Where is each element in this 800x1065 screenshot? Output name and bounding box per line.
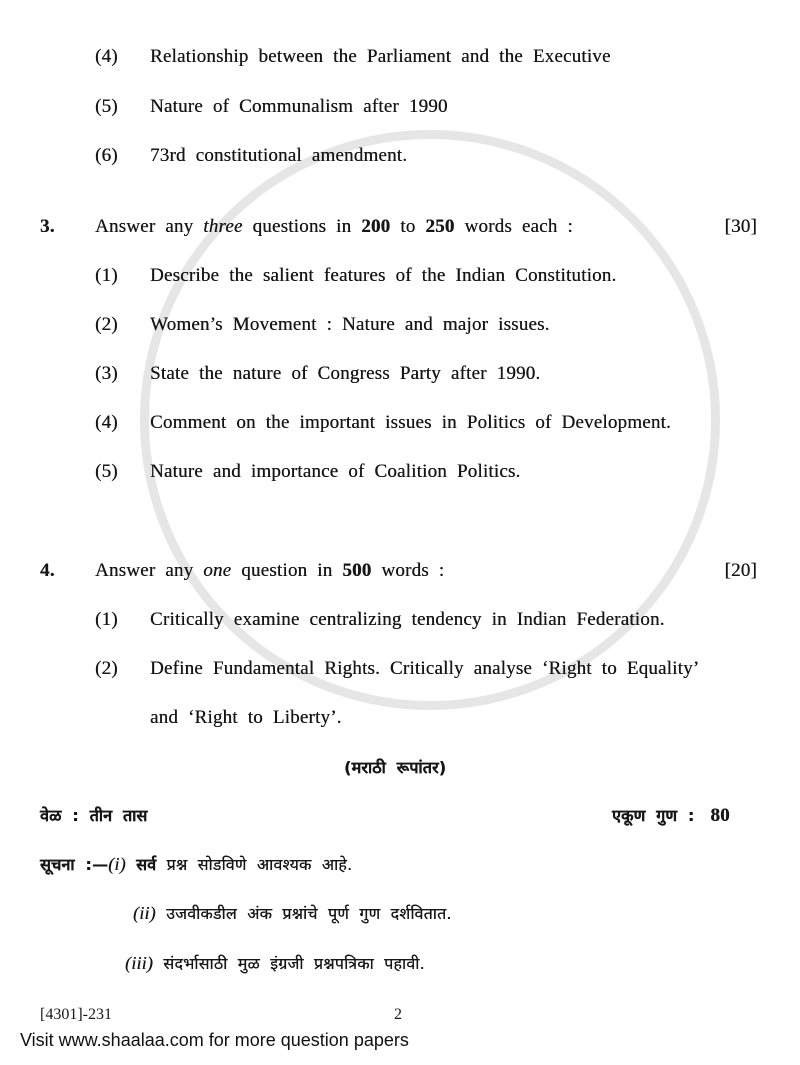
instructions-label: सूचना :— xyxy=(40,855,109,874)
item-text: Define Fundamental Rights. Critically analyse ‘Right to Equality’ xyxy=(150,658,700,679)
text: Answer any xyxy=(95,560,194,581)
text-bold: सर्व xyxy=(136,855,157,874)
paper-code: [4301]-231 xyxy=(40,1006,112,1023)
text-italic: one xyxy=(203,560,232,581)
time-label: वेळ : तीन तास xyxy=(40,806,148,825)
text: Answer any xyxy=(95,216,194,237)
text: questions in xyxy=(252,216,352,237)
text: एकूण गुण : xyxy=(612,806,695,825)
item-text: 73rd constitutional amendment. xyxy=(150,145,408,166)
item-number: (2) xyxy=(95,658,118,679)
item-text: Relationship between the Parliament and the Executive xyxy=(150,46,611,67)
question-instruction xyxy=(95,216,573,238)
item-text: Nature and importance of Coalition Politics. xyxy=(150,461,521,482)
question-instruction xyxy=(95,560,444,582)
item-text: संदर्भासाठी मुळ इंग्रजी प्रश्नपत्रिका पहावी. xyxy=(163,954,425,973)
text-bold: 250 xyxy=(425,216,455,237)
item-text: Comment on the important issues in Politics of Development. xyxy=(150,412,671,433)
item-text: उजवीकडील अंक प्रश्नांचे पूर्ण गुण दर्शवितात. xyxy=(166,904,452,923)
text: to xyxy=(400,216,416,237)
item-number: (1) xyxy=(95,609,118,630)
item-number: (1) xyxy=(95,265,118,286)
text: question in xyxy=(241,560,333,581)
item-text: and ‘Right to Liberty’. xyxy=(150,707,342,728)
visit-link[interactable]: Visit www.shaalaa.com for more question papers xyxy=(20,1030,409,1050)
text-bold: 200 xyxy=(361,216,391,237)
item-text: Describe the salient features of the Indian Constitution. xyxy=(150,265,617,286)
item-text: प्रश्न सोडविणे आवश्यक आहे. xyxy=(166,855,353,874)
text-bold: 500 xyxy=(342,560,372,581)
item-number: (iii) xyxy=(125,953,153,973)
item-number: (5) xyxy=(95,461,118,482)
item-text: Critically examine centralizing tendency in Indian Federation. xyxy=(150,609,665,630)
item-number: (4) xyxy=(95,46,118,67)
instruction-item xyxy=(133,902,452,925)
question-number: 4. xyxy=(40,560,55,581)
item-number: (5) xyxy=(95,96,118,117)
item-text: Women’s Movement : Nature and major issues. xyxy=(150,314,550,335)
marks: [30] xyxy=(724,216,757,237)
question-number: 3. xyxy=(40,216,55,237)
item-text: State the nature of Congress Party after 1990. xyxy=(150,363,541,384)
page-number: 2 xyxy=(394,1006,402,1023)
item-text: Nature of Communalism after 1990 xyxy=(150,96,448,117)
marathi-heading: (मराठी रूपांतर) xyxy=(344,758,447,777)
text: words : xyxy=(381,560,445,581)
instruction-item xyxy=(40,853,352,876)
total-marks-value: 80 xyxy=(710,805,730,826)
item-number: (2) xyxy=(95,314,118,335)
marks: [20] xyxy=(724,560,757,581)
text-italic: three xyxy=(203,216,243,237)
total-marks-label xyxy=(612,805,730,827)
item-number: (3) xyxy=(95,363,118,384)
item-number: (ii) xyxy=(133,903,156,923)
text: words each : xyxy=(464,216,573,237)
item-number: (6) xyxy=(95,145,118,166)
item-number: (4) xyxy=(95,412,118,433)
instruction-item xyxy=(125,952,425,975)
item-number: (i) xyxy=(108,854,126,874)
